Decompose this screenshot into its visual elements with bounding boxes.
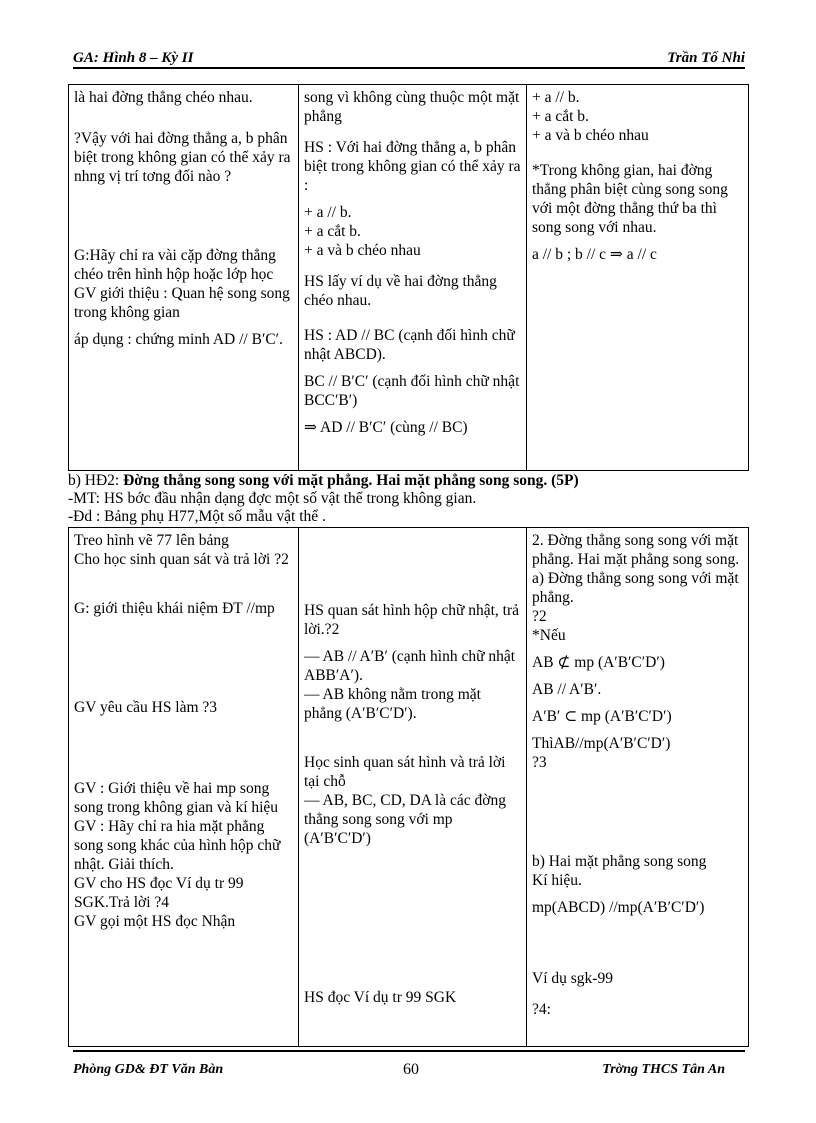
text-block: + a và b chéo nhau [532, 127, 649, 144]
activity-title: b) HĐ2: Đờng thẳng song song với mặt phẳng. Hai mặt phẳng song song. (5P) [68, 472, 579, 489]
page-number: 60 [403, 1061, 419, 1078]
footer-left: Phòng GD& ĐT Văn Bàn [73, 1062, 224, 1077]
text-block: AB // A′B′. [532, 681, 602, 698]
text-block: HS quan sát hình hộp chữ nhật, trả lời.?2 [304, 602, 520, 638]
lesson-table-bottom [68, 527, 749, 1047]
student-column [299, 528, 527, 1047]
text-block: mp(ABCD) //mp(A′B′C′D′) [532, 899, 705, 916]
text-block: + a cắt b. [532, 108, 589, 125]
text-block: song vì không cùng thuộc một mặt phẳng [304, 89, 520, 125]
teacher-column [69, 85, 299, 471]
text-block: HS : Với hai đờng thẳng a, b phân biệt trong không gian có thể xảy ra : [304, 139, 521, 194]
text-block: G: giới thiệu khái niệm ĐT //mp [74, 600, 275, 617]
page-footer [73, 1050, 745, 1076]
text-block: Cho học sinh quan sát và trả lời ?2 [74, 551, 289, 568]
text-block: *Trong không gian, hai đờng thẳng phân biệt cùng song song với một đờng thẳng thứ ba thì song song với nhau. [532, 162, 728, 236]
lesson-table-top [68, 84, 749, 471]
header-right: Trần Tố Nhi [667, 50, 745, 66]
content-column [527, 528, 749, 1047]
text-block: — AB không nằm trong mặt phẳng (A′B′C′D′). [304, 686, 481, 722]
text-block: GV : Giới thiệu về hai mp song song trong không gian và kí hiệu [74, 780, 279, 816]
text-block: G:Hãy chỉ ra vài cặp đờng thẳng chéo trên hình hộp hoặc lớp học [74, 247, 276, 283]
text-block: GV yêu cầu HS làm ?3 [74, 699, 218, 716]
teacher-column [69, 528, 299, 1047]
text-block: GV cho HS đọc Ví dụ tr 99 SGK.Trả lời ?4 [74, 875, 244, 911]
text-block: ?3 [532, 754, 547, 771]
text-block: HS đọc Ví dụ tr 99 SGK [304, 989, 457, 1006]
text-block: ThìAB//mp(A′B′C′D′) [532, 735, 671, 752]
text-block: + a // b. [532, 89, 580, 106]
page-header [73, 49, 745, 69]
text-block: HS : AD // BC (cạnh đối hình chữ nhật ABCD). [304, 327, 515, 363]
text-block: + a cắt b. [304, 223, 361, 240]
text-block: HS lấy ví dụ về hai đờng thẳng chéo nhau. [304, 273, 497, 309]
text-block: GV gọi một HS đọc Nhận [74, 913, 236, 930]
text-block: 2. Đờng thẳng song song với mặt phẳng. Hai mặt phẳng song song. [532, 532, 740, 568]
activity-objective: -MT: HS bớc đầu nhận dạng đợc một số vật thể trong không gian. [68, 490, 477, 507]
text-block: a) Đờng thẳng song song với mặt phẳng. [532, 570, 739, 606]
text-block: a // b ; b // c ⇒ a // c [532, 246, 657, 263]
text-block: Treo hình vẽ 77 lên bảng [74, 532, 229, 549]
text-block: là hai đờng thẳng chéo nhau. [74, 89, 253, 106]
text-block: ?4: [532, 1001, 551, 1018]
text-block: áp dụng : chứng minh AD // B′C′. [74, 331, 283, 348]
text-block: — AB // A′B′ (cạnh hình chữ nhật ABB′A′). [304, 648, 516, 684]
footer-right: Trờng THCS Tân An [602, 1062, 725, 1077]
content-column [527, 85, 749, 471]
text-block: ?2 [532, 608, 547, 625]
text-block: GV giới thiệu : Quan hệ song song trong không gian [74, 285, 290, 321]
student-column [299, 85, 527, 471]
text-block: + a và b chéo nhau [304, 242, 421, 259]
text-block: Ví dụ sgk-99 [532, 970, 613, 987]
text-block: ?Vậy với hai đờng thẳng a, b phân biệt trong không gian có thể xảy ra nhng vị trí tơng đối nào ? [74, 130, 291, 185]
text-block: BC // B′C′ (cạnh đối hình chữ nhật BCC′B′) [304, 373, 520, 409]
text-block: *Nếu [532, 627, 566, 644]
header-left: GA: Hình 8 – Kỳ II [73, 50, 194, 66]
text-block: AB ⊄ mp (A′B′C′D′) [532, 654, 665, 671]
text-block: GV : Hãy chỉ ra hia mặt phẳng song song khác của hình hộp chữ nhật. Giải thích. [74, 818, 281, 873]
text-block: — AB, BC, CD, DA là các đờng thẳng song song với mp (A′B′C′D′) [304, 792, 506, 847]
activity-materials: -Đd : Bảng phụ H77,Một số mẫu vật thể . [68, 508, 326, 525]
text-block: ⇒ AD // B′C′ (cùng // BC) [304, 419, 468, 436]
text-block: b) Hai mặt phẳng song song [532, 853, 707, 870]
text-block: Học sinh quan sát hình và trả lời tại chỗ [304, 754, 506, 790]
text-block: + a // b. [304, 204, 352, 221]
text-block: A′B′ ⊂ mp (A′B′C′D′) [532, 708, 672, 725]
text-block: Kí hiệu. [532, 872, 582, 889]
activity-section [68, 472, 748, 526]
